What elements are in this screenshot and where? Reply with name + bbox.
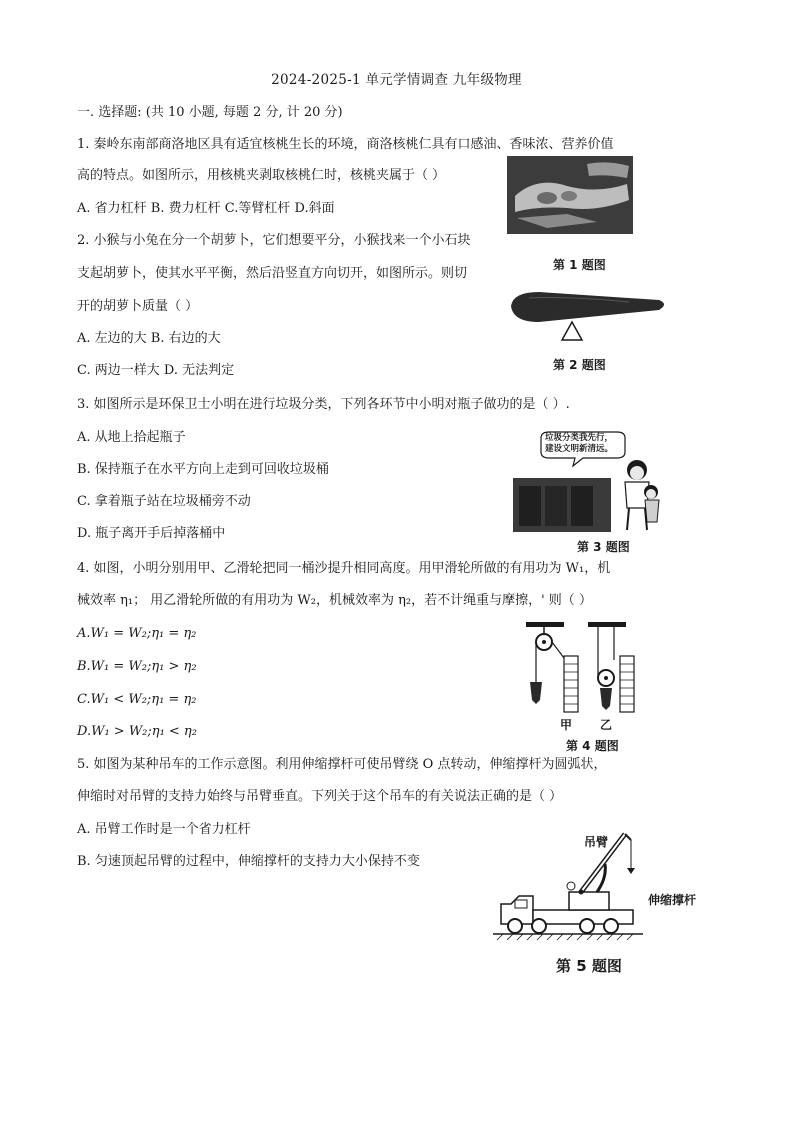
q5-crane-figure [493, 826, 643, 942]
q4-caption: 第 4 题图 [566, 739, 619, 753]
q2-stem-line2: 支起胡萝卜，使其水平平衡，然后沿竖直方向切开，如图所示。则切 [77, 266, 468, 281]
q1-stem-line2: 高的特点。如图所示，用核桃夹剥取核桃仁时，核桃夹属于（ ） [77, 168, 446, 183]
q5-stem-line1: 5. 如图为某种吊车的工作示意图。利用伸缩撑杆可使吊臂绕 O 点转动，伸缩撑杆为圆弧状， [77, 757, 607, 772]
q4-option-a: A.W₁ = W₂;η₁ = η₂ [77, 626, 197, 641]
q1-stem-line1: 1. 秦岭东南部商洛地区具有适宜核桃生长的环境，商洛核桃仁具有口感油、香味浓、营养价值 [77, 137, 614, 152]
section-heading: 一. 选择题: (共 10 小题, 每题 2 分, 计 20 分) [77, 105, 343, 120]
q3-option-b: B. 保持瓶子在水平方向上走到可回收垃圾桶 [77, 462, 329, 477]
q3-bubble-text-1: 垃圾分类我先行， [545, 433, 614, 443]
q5-option-a: A. 吊臂工作时是一个省力杠杆 [77, 822, 251, 837]
q2-stem-line1: 2. 小猴与小兔在分一个胡萝卜，它们想要平分，小猴找来一个小石块 [77, 233, 471, 248]
q2-options-cd: C. 两边一样大 D. 无法判定 [77, 363, 235, 378]
q5-label-strut: 伸缩撑杆 [648, 893, 697, 907]
q4-pulley-figure [522, 620, 640, 720]
q4-stem-line1: 4. 如图，小明分别用甲、乙滑轮把同一桶沙提升相同高度。用甲滑轮所做的有用功为 W₁，机 [77, 561, 611, 576]
q2-caption: 第 2 题图 [553, 358, 606, 372]
q3-stem: 3. 如图所示是环保卫士小明在进行垃圾分类，下列各环节中小明对瓶子做功的是（ ）. [77, 397, 570, 412]
q3-option-a: A. 从地上拾起瓶子 [77, 430, 186, 445]
q4-label-jia: 甲 [560, 718, 573, 732]
q2-carrot-figure [509, 288, 671, 344]
q5-caption: 第 5 题图 [556, 957, 622, 975]
q4-option-c: C.W₁ < W₂;η₁ = η₂ [77, 692, 197, 707]
q3-option-c: C. 拿着瓶子站在垃圾桶旁不动 [77, 494, 251, 509]
q5-label-arm: 吊臂 [584, 835, 609, 849]
q2-stem-line3: 开的胡萝卜质量（ ） [77, 299, 199, 314]
q4-label-yi: 乙 [600, 718, 613, 732]
q3-bubble-text-2: 建设文明新清远。 [545, 444, 614, 454]
q3-caption: 第 3 题图 [577, 540, 630, 554]
q4-option-b: B.W₁ = W₂;η₁ > η₂ [77, 659, 197, 674]
q1-nutcracker-photo [507, 156, 633, 234]
q2-options-ab: A. 左边的大 B. 右边的大 [77, 331, 221, 346]
page-title: 2024-2025-1 单元学情调查 九年级物理 [271, 72, 522, 88]
q5-option-b: B. 匀速顶起吊臂的过程中，伸缩撑杆的支持力大小保持不变 [77, 854, 420, 869]
q1-caption: 第 1 题图 [553, 258, 606, 272]
q4-stem-line2: 械效率 η₁； 用乙滑轮所做的有用功为 W₂，机械效率为 η₂，若不计绳重与摩擦，' 则（ ） [77, 593, 592, 608]
q3-recycling-figure [513, 430, 665, 534]
q5-stem-line2: 伸缩时对吊臂的支持力始终与吊臂垂直。下列关于这个吊车的有关说法正确的是（ ） [77, 789, 563, 804]
q1-options: A. 省力杠杆 B. 费力杠杆 C.等臂杠杆 D.斜面 [77, 201, 335, 216]
q3-option-d: D. 瓶子离开手后掉落桶中 [77, 526, 226, 541]
q4-option-d: D.W₁ > W₂;η₁ < η₂ [77, 724, 197, 739]
